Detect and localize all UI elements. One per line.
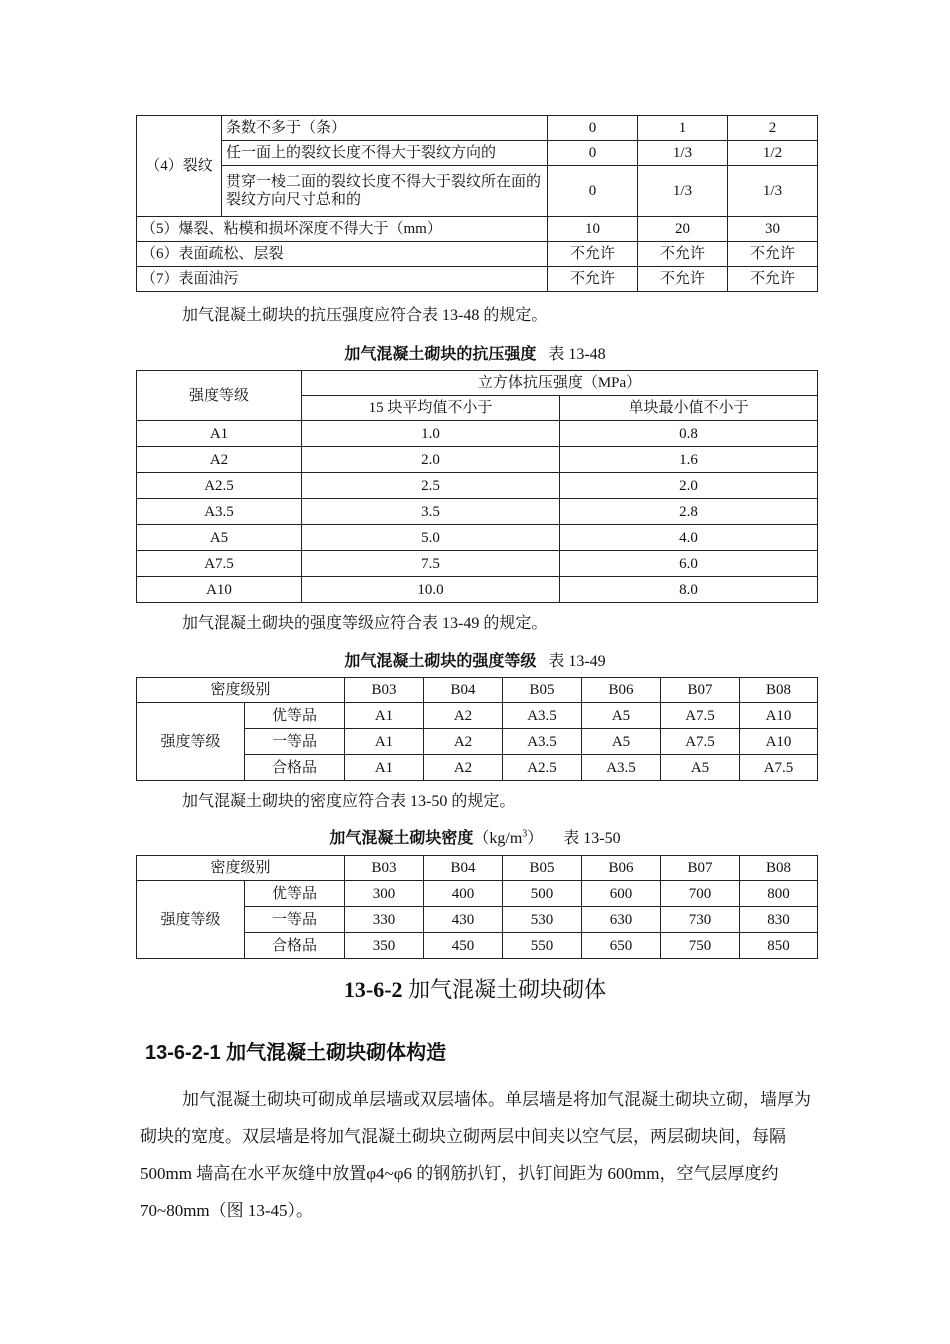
header-group: 立方体抗压强度（MPa） [302, 371, 818, 396]
cell: 1/3 [638, 166, 728, 217]
row-label: 合格品 [245, 755, 345, 781]
cell: 2 [728, 116, 818, 141]
table-13-49 [136, 677, 818, 781]
cell: A10 [740, 703, 818, 729]
cell: A2 [424, 729, 503, 755]
row-label: 合格品 [245, 933, 345, 959]
cell: 630 [582, 907, 661, 933]
cell: A3.5 [137, 499, 302, 525]
crack-item: 条数不多于（条） [222, 116, 548, 141]
caption-number: 表 13-50 [563, 830, 621, 847]
row-label: 优等品 [245, 703, 345, 729]
cell: 830 [740, 907, 818, 933]
col-header: B03 [345, 678, 424, 703]
cell: A3.5 [582, 755, 661, 781]
cell: 530 [503, 907, 582, 933]
col-header: B04 [424, 856, 503, 881]
cell: A5 [582, 729, 661, 755]
col-header: B07 [661, 678, 740, 703]
crack-label: （4）裂纹 [137, 116, 222, 217]
cell: 6.0 [560, 551, 818, 577]
cell: 不允许 [638, 267, 728, 292]
cell: A5 [582, 703, 661, 729]
cell: 0.8 [560, 421, 818, 447]
caption-unit-superscript: 3 [522, 828, 528, 840]
cell: 1/2 [728, 141, 818, 166]
col-header: B03 [345, 856, 424, 881]
cell: 600 [582, 881, 661, 907]
subsection-heading: 13-6-2-1 加气混凝土砌块砌体构造 [145, 1042, 447, 1064]
cell: 330 [345, 907, 424, 933]
cell: A7.5 [661, 729, 740, 755]
cell: 20 [638, 217, 728, 242]
cell: 300 [345, 881, 424, 907]
cell: 450 [424, 933, 503, 959]
cell: A7.5 [740, 755, 818, 781]
cell: 430 [424, 907, 503, 933]
cell: A1 [345, 729, 424, 755]
cell: 2.0 [302, 447, 560, 473]
cell: 10.0 [302, 577, 560, 603]
caption-title: 加气混凝土砌块的抗压强度 [344, 346, 537, 363]
section-number: 13-6-2 [343, 977, 403, 1002]
row-label: 一等品 [245, 907, 345, 933]
cell: 0 [548, 116, 638, 141]
cell: 0 [548, 166, 638, 217]
crack-item: 贯穿一棱二面的裂纹长度不得大于裂纹所在面的裂纹方向尺寸总和的 [222, 166, 548, 217]
cell: 730 [661, 907, 740, 933]
col-header: B08 [740, 856, 818, 881]
table-13-48 [136, 370, 818, 603]
cell: A2 [424, 755, 503, 781]
cell: 800 [740, 881, 818, 907]
cell: 不允许 [728, 242, 818, 267]
col-header: B07 [661, 856, 740, 881]
cell: A2.5 [503, 755, 582, 781]
cell: 850 [740, 933, 818, 959]
header-density: 密度级别 [137, 856, 345, 881]
header-grade: 强度等级 [137, 371, 302, 421]
col-header: B05 [503, 678, 582, 703]
cell: 不允许 [728, 267, 818, 292]
cell: A7.5 [661, 703, 740, 729]
row-group-label: 强度等级 [137, 881, 245, 959]
cell: 550 [503, 933, 582, 959]
cell: 2.8 [560, 499, 818, 525]
cell: 3.5 [302, 499, 560, 525]
cell: 0 [548, 141, 638, 166]
paragraph: 加气混凝土砌块的抗压强度应符合表 13-48 的规定。 [182, 307, 548, 324]
cell: 700 [661, 881, 740, 907]
section-heading [0, 973, 950, 1004]
cell: 不允许 [548, 267, 638, 292]
cell: 750 [661, 933, 740, 959]
table-13-50 [136, 855, 818, 959]
row-group-label: 强度等级 [137, 703, 245, 781]
table-49-caption [0, 648, 950, 671]
paragraph: 加气混凝土砌块的强度等级应符合表 13-49 的规定。 [182, 615, 548, 632]
cell: A7.5 [137, 551, 302, 577]
defect-item: （5）爆裂、粘模和损坏深度不得大于（mm） [137, 217, 548, 242]
cell: A1 [137, 421, 302, 447]
cell: A5 [661, 755, 740, 781]
cell: A5 [137, 525, 302, 551]
cell: 4.0 [560, 525, 818, 551]
cell: 30 [728, 217, 818, 242]
cell: A3.5 [503, 729, 582, 755]
cell: A3.5 [503, 703, 582, 729]
defects-table [136, 115, 818, 292]
caption-title: 加气混凝土砌块密度 [329, 830, 474, 847]
cell: 350 [345, 933, 424, 959]
cell: A1 [345, 755, 424, 781]
table-48-caption [0, 341, 950, 364]
caption-unit-close: ） [527, 830, 544, 847]
cell: 7.5 [302, 551, 560, 577]
row-label: 一等品 [245, 729, 345, 755]
cell: 1 [638, 116, 728, 141]
row-label: 优等品 [245, 881, 345, 907]
cell: 不允许 [638, 242, 728, 267]
cell: 1/3 [728, 166, 818, 217]
cell: A10 [740, 729, 818, 755]
cell: 不允许 [548, 242, 638, 267]
cell: 2.0 [560, 473, 818, 499]
caption-title: 加气混凝土砌块的强度等级 [344, 653, 537, 670]
col-header: B06 [582, 678, 661, 703]
cell: 8.0 [560, 577, 818, 603]
defect-item: （6）表面疏松、层裂 [137, 242, 548, 267]
caption-number: 表 13-48 [548, 346, 606, 363]
defect-item: （7）表面油污 [137, 267, 548, 292]
cell: A10 [137, 577, 302, 603]
cell: A1 [345, 703, 424, 729]
cell: 400 [424, 881, 503, 907]
col-header: B05 [503, 856, 582, 881]
cell: 1.0 [302, 421, 560, 447]
caption-number: 表 13-49 [548, 653, 606, 670]
cell: 1/3 [638, 141, 728, 166]
cell: 1.6 [560, 447, 818, 473]
header-avg: 15 块平均值不小于 [302, 396, 560, 421]
body-paragraph: 加气混凝土砌块可砌成单层墙或双层墙体。单层墙是将加气混凝土砌块立砌，墙厚为砌块的宽度。双层墙是将加气混凝土砌块立砌两层中间夹以空气层，两层砌块间，每隔 500mm 墙高在水平灰缝中放置φ4~φ6 的钢筋扒钉，扒钉间距为 600mm，空气层厚度约 70~80mm（图 13-45）。 [140, 1090, 811, 1220]
cell: 5.0 [302, 525, 560, 551]
col-header: B04 [424, 678, 503, 703]
col-header: B06 [582, 856, 661, 881]
caption-unit: （kg/m [473, 830, 523, 847]
header-min: 单块最小值不小于 [560, 396, 818, 421]
crack-item: 任一面上的裂纹长度不得大于裂纹方向的 [222, 141, 548, 166]
cell: A2 [137, 447, 302, 473]
paragraph: 加气混凝土砌块的密度应符合表 13-50 的规定。 [182, 793, 516, 810]
cell: 2.5 [302, 473, 560, 499]
section-title: 加气混凝土砌块砌体 [408, 977, 607, 1002]
cell: 650 [582, 933, 661, 959]
cell: 10 [548, 217, 638, 242]
cell: A2.5 [137, 473, 302, 499]
cell: 500 [503, 881, 582, 907]
col-header: B08 [740, 678, 818, 703]
header-density: 密度级别 [137, 678, 345, 703]
cell: A2 [424, 703, 503, 729]
table-50-caption [0, 825, 950, 848]
